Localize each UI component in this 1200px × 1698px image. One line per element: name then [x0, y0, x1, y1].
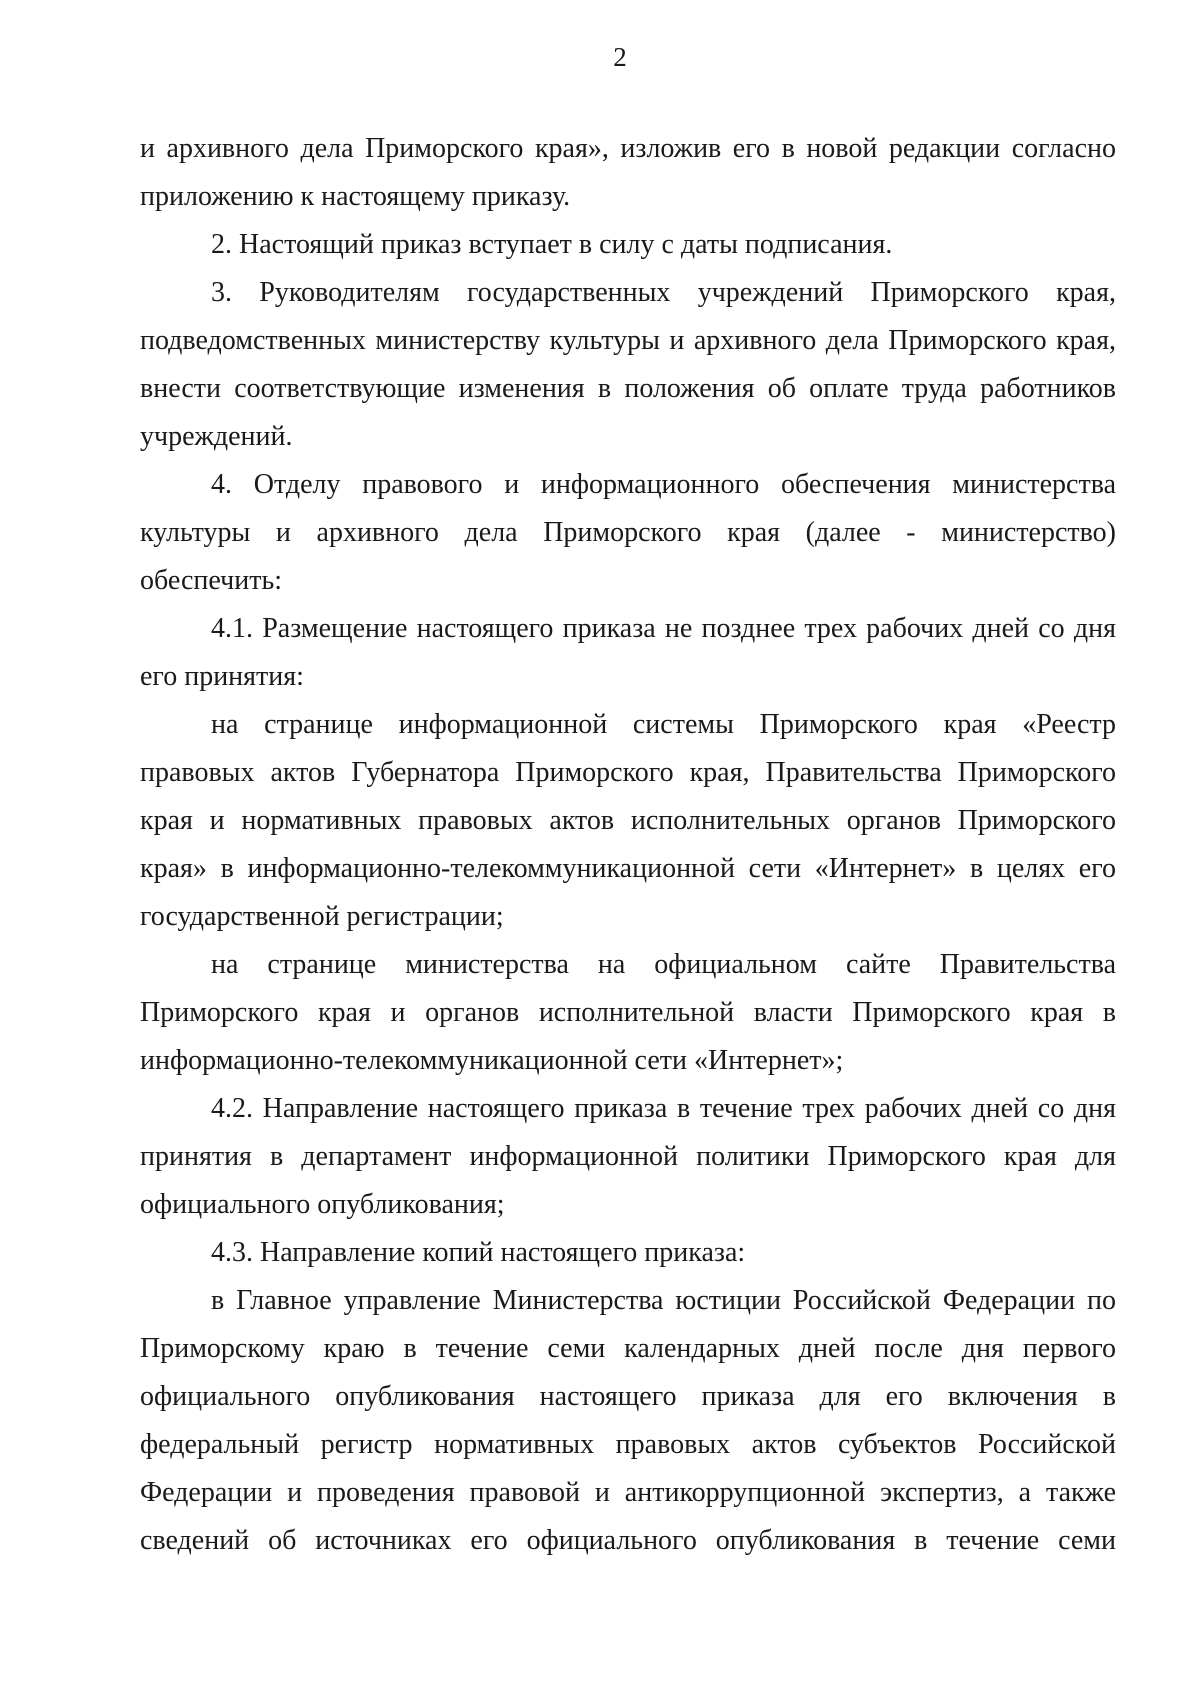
- paragraph-4-3-ministry-justice: в Главное управление Министерства юстиции Российской Федерации по Приморскому краю в течение семи календарных дней после дня первого официального опубликования настоящего приказа для его включения в федеральный регистр нормативных правовых актов субъектов Российской Федерации и проведения правовой и антикоррупционной экспертиз, а также сведений об источниках его официального опубликования в течение семи: [140, 1285, 1116, 1556]
- paragraph-continuation: и архивного дела Приморского края», изложив его в новой редакции согласно приложению к настоящему приказу.: [140, 133, 1116, 212]
- paragraph-2: 2. Настоящий приказ вступает в силу с даты подписания.: [211, 229, 893, 260]
- paragraph-4-1-registry: на странице информационной системы Приморского края «Реестр правовых актов Губернатора Приморского края, Правительства Приморского края и нормативных правовых актов исполнительных органов Приморского края» в информационно-телекоммуникационной сети «Интернет» в целях его государственной регистрации;: [140, 709, 1116, 932]
- document-body: [140, 125, 1116, 1565]
- paragraph-4-3: 4.3. Направление копий настоящего приказа:: [211, 1237, 746, 1268]
- paragraph-4-1: 4.1. Размещение настоящего приказа не позднее трех рабочих дней со дня его принятия:: [140, 613, 1116, 692]
- paragraph-4-2: 4.2. Направление настоящего приказа в течение трех рабочих дней со дня принятия в департамент информационной политики Приморского края для официального опубликования;: [140, 1093, 1116, 1220]
- paragraph-3: 3. Руководителям государственных учреждений Приморского края, подведомственных министерству культуры и архивного дела Приморского края, внести соответствующие изменения в положения об оплате труда работников учреждений.: [140, 277, 1116, 452]
- paragraph-4-1-website: на странице министерства на официальном сайте Правительства Приморского края и органов исполнительной власти Приморского края в информационно-телекоммуникационной сети «Интернет»;: [140, 949, 1116, 1076]
- paragraph-4: 4. Отделу правового и информационного обеспечения министерства культуры и архивного дела Приморского края (далее - министерство) обеспечить:: [140, 469, 1116, 596]
- page-number: 2: [613, 42, 627, 72]
